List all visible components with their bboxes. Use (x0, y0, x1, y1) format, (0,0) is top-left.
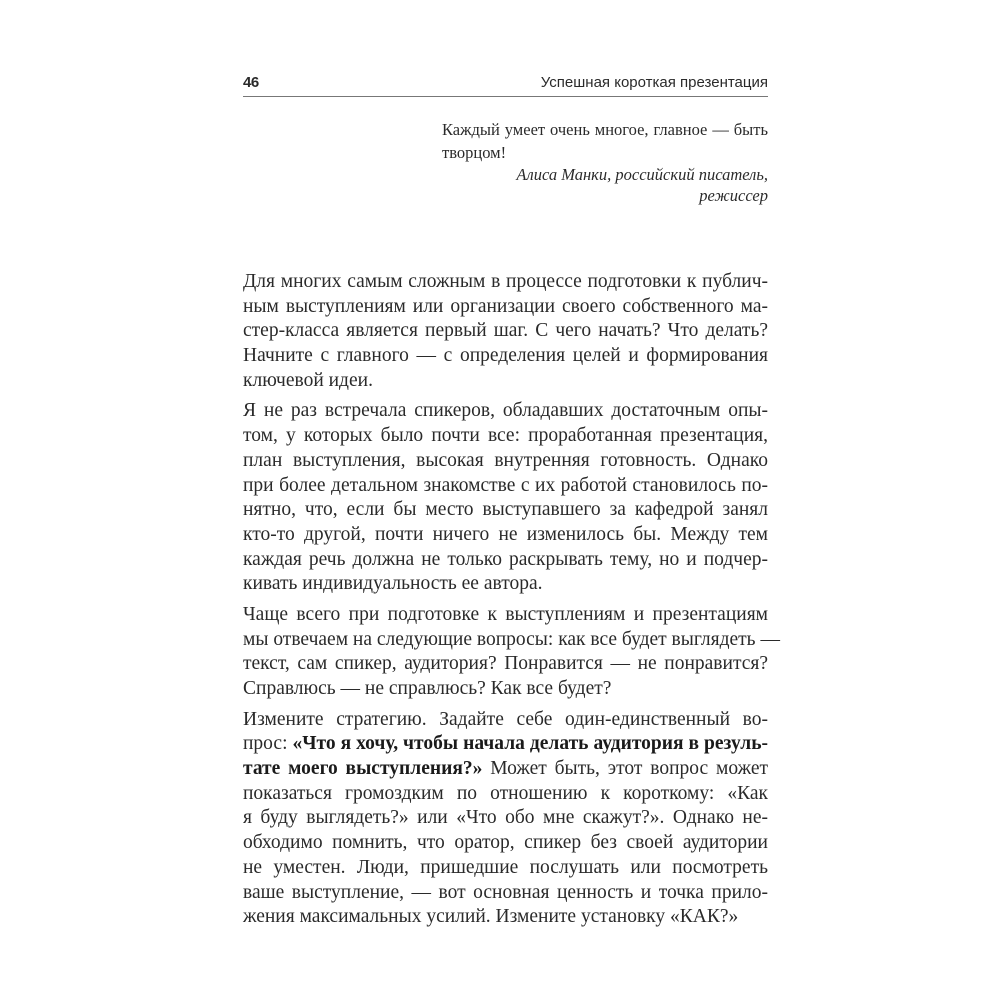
epigraph-quote-line: Каждый умеет очень многое, главное — быть (442, 120, 768, 139)
paragraph (243, 603, 780, 702)
text-line (243, 757, 768, 782)
epigraph-quote-line: творцом! (442, 143, 507, 162)
paragraph (243, 270, 768, 393)
text-line: стер-класса является первый шаг. С чего начать? Что делать? (243, 320, 768, 342)
text-line: ключевой идеи. (243, 369, 373, 391)
text-line: ваше выступление, — вот основная ценность и точка прило- (243, 881, 768, 903)
paragraph (243, 708, 768, 930)
text-line: Для многих самым сложным в процессе подготовки к публич- (243, 271, 768, 292)
body-text (243, 270, 780, 936)
epigraph-author-line: режиссер (699, 186, 768, 205)
text-line: план выступления, высокая внутренняя готовность. Однако (243, 449, 768, 471)
epigraph (442, 118, 768, 206)
running-header (243, 74, 768, 97)
text-line: каждая речь должна не только раскрывать тему, но и подчер- (243, 548, 768, 570)
text-line: Измените стратегию. Задайте себе один-единственный во- (243, 708, 768, 730)
text-segment: прос: (243, 733, 293, 755)
text-line: при более детальном знакомстве с их работой становилось по- (243, 474, 768, 496)
epigraph-author-line: Алиса Манки, российский писатель, (516, 165, 768, 184)
text-line: Я не раз встречала спикеров, обладавших достаточным опы- (243, 400, 768, 422)
text-line: ным выступлениям или организации своего собственного ма- (243, 295, 768, 317)
text-line: Начните с главного — с определения целей и формирования (243, 345, 768, 367)
text-line: текст, сам спикер, аудитория? Понравится — не понравится? (243, 653, 768, 675)
text-line (243, 732, 768, 757)
text-line: обходимо помнить, что оратор, спикер без своей аудитории (243, 832, 768, 854)
text-line: кивать индивидуальность ее автора. (243, 573, 543, 595)
text-line: Чаще всего при подготовке к выступлениям и презентациям (243, 603, 768, 625)
bold-question: «Что я хочу, чтобы начала делать аудитория в резуль- (292, 733, 768, 755)
paragraph (243, 399, 768, 597)
text-line: я буду выглядеть?» или «Что обо мне скажут?». Однако не- (243, 807, 768, 829)
text-line: мы отвечаем на следующие вопросы: как все будет выглядеть — (243, 628, 780, 650)
text-line: том, у которых было почти все: проработанная презентация, (243, 425, 768, 447)
text-line: Справлюсь — не справлюсь? Как все будет? (243, 678, 612, 699)
text-line: кто-то другой, почти ничего не изменилось бы. Между тем (243, 523, 768, 545)
text-line: нятно, что, если бы место выступавшего за кафедрой занял (243, 499, 768, 521)
text-line: жения максимальных усилий. Измените установку «КАК?» (243, 906, 739, 928)
text-line: не уместен. Люди, пришедшие послушать или посмотреть (243, 856, 768, 878)
text-segment: Может быть, этот вопрос может (482, 758, 769, 780)
bold-question: тате моего выступления?» (243, 758, 483, 780)
text-line: показаться громоздким по отношению к короткому: «Как (243, 782, 768, 804)
running-title: Успешная короткая презентация (540, 74, 768, 91)
page-number: 46 (243, 74, 259, 91)
